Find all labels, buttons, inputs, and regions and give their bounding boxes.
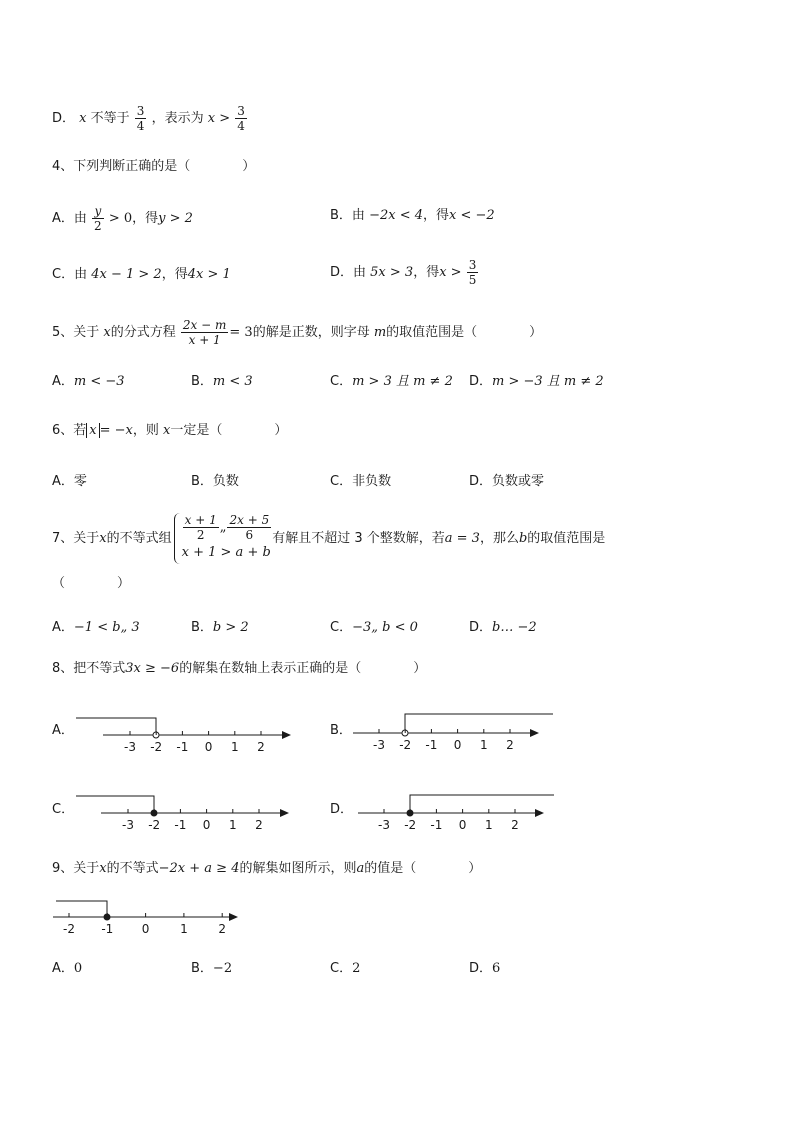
q5-var-x: x [103,325,111,340]
q6-post: 一定是（ ） [170,423,288,438]
q5-option-c[interactable] [330,373,453,391]
tick-label: -1 [430,818,443,832]
q4d-expr2: x > [439,265,462,280]
q4a-label: A．由 [52,211,87,226]
q6-mid: ，则 [132,423,159,438]
q5-fraction [181,318,228,347]
tick-label: -3 [124,740,136,754]
solution-ray [76,796,154,810]
q6-pre: 6、若 [52,423,87,438]
q4d-num: 3 [468,258,477,272]
q7-rel: „ [219,520,227,535]
q9-post: 的值是（ ） [364,861,482,876]
tick-label: -1 [176,740,189,754]
q8-post: 的解集在数轴上表示正确的是（ ） [179,661,427,676]
q4c-expr2: 4x > 1 [187,267,231,282]
q9a-expr: 0 [73,961,83,976]
q5-mid2: 的解是正数，则字母 [252,325,370,340]
q7-frac1 [183,513,219,542]
q7-frac1-num: x + 1 [184,513,217,527]
q5c-expr: m > 3 且 m ≠ 2 [352,374,453,389]
q8-option-a-label[interactable]: A． [52,723,74,738]
q5b-expr: m < 3 [212,374,253,389]
q9b-expr: −2 [212,961,233,976]
tick-group [63,913,226,936]
tick-label: -1 [425,738,438,752]
q4-stem: 4、下列判断正确的是（ ） [52,159,256,174]
q4c-mid: ，得 [161,267,188,282]
solution-ray [410,795,554,810]
q7-stem [52,513,605,564]
tick-label: 1 [230,740,239,754]
tick-label: -2 [399,738,412,752]
q6-stem [52,422,287,440]
q4a-mid: ，得 [132,211,159,226]
q4a-expr1: > 0 [108,211,133,226]
tick-label: 0 [141,922,150,936]
q4b-expr2: x < −2 [449,208,495,223]
q9-var-x: x [99,861,107,876]
q7-option-d[interactable] [469,619,537,637]
axis-arrow [530,729,539,737]
tick-label: -2 [404,818,417,832]
q7-paren: （ ） [52,576,131,591]
q4b-label: B．由 [330,208,365,223]
q4a-den: 2 [94,219,102,233]
q7a-expr: −1 < b„ 3 [73,620,140,635]
tick-label: -2 [148,818,161,832]
q7-option-a[interactable] [52,619,140,637]
tick-label: 1 [180,922,188,936]
tick-group [373,729,514,752]
q6d-label: D． [469,474,493,489]
q8-stem [52,660,426,678]
q4-option-d[interactable] [330,258,479,287]
q3d-num-1: 3 [136,104,145,118]
tick-label: 2 [218,922,227,936]
tick-label: 2 [255,818,263,832]
q9-option-b[interactable] [191,960,232,978]
q6-option-b[interactable] [191,473,239,491]
q6c-label: C． [330,474,353,489]
tick-label: 0 [204,740,213,754]
q3d-expr: x > [207,111,231,126]
q8-option-d-label[interactable]: D． [330,802,354,817]
tick-label: 1 [228,818,237,832]
q8-option-c-numberline[interactable] [70,788,300,833]
axis-arrow [535,809,544,817]
tick-group [378,809,519,832]
tick-label: 0 [202,818,211,832]
q5-pre: 5、关于 [52,325,100,340]
axis-arrow [280,809,289,817]
tick-label: 2 [506,738,514,752]
q9-expr: −2x + a ≥ 4 [158,861,240,876]
tick-label: -3 [122,818,134,832]
q4d-mid: ，得 [413,265,440,280]
q7-row2: x + 1 > a + b [181,545,271,560]
q6b-label: B． [191,474,213,489]
tick-label: 1 [484,818,493,832]
q7-pre: 7、关于 [52,531,100,546]
q3d-fraction-2 [235,104,247,133]
q4a-num: y [92,204,104,219]
q4c-expr1: 4x − 1 > 2 [91,267,162,282]
q3d-den-1: 4 [136,119,145,133]
tick-label: 2 [257,740,265,754]
q4c-label: C．由 [52,267,88,282]
q3d-fraction-1 [135,104,147,133]
q7-system [174,513,273,564]
q7c-expr: −3„ b < 0 [352,620,418,635]
tick-label: -2 [150,740,163,754]
q4d-label: D．由 [330,265,367,280]
q9d-expr: 6 [492,961,501,976]
q5a-expr: m < −3 [73,374,125,389]
q5-eq: = 3 [229,325,253,340]
tick-label: 0 [458,818,467,832]
q7-frac2 [227,513,271,542]
tick-label: 0 [453,738,462,752]
q9-option-c[interactable] [330,960,360,978]
q9-pre: 9、关于 [52,861,100,876]
q4a-expr2: y > 2 [158,211,193,226]
q5-var-m: m [373,325,387,340]
q7-frac2-den: 6 [245,528,254,542]
q7-var-x: x [99,531,107,546]
q5-den: x + 1 [188,333,221,347]
q6-option-d[interactable] [469,473,544,491]
q5-option-b[interactable] [191,373,253,391]
q5b-label: B． [191,374,213,389]
q6a-label: A． [52,474,74,489]
tick-group [122,809,263,832]
solution-ray [56,901,107,914]
q7-option-c[interactable] [330,619,418,637]
tick-label: -1 [101,922,114,936]
solution-ray [405,714,553,730]
q4-option-a[interactable] [52,204,193,233]
q7d-label: D． [469,620,493,635]
tick-label: -1 [174,818,187,832]
q9-stem [52,860,481,878]
q8-expr: 3x ≥ −6 [125,661,180,676]
tick-label: -2 [63,922,75,936]
q8-option-b-numberline[interactable] [348,708,558,753]
q7-var-b: b [518,531,528,546]
tick-label: -3 [373,738,385,752]
solution-ray [76,718,156,732]
q7-frac1-den: 2 [196,528,205,542]
q9c-expr: 2 [352,961,361,976]
q3d-den-2: 4 [237,119,245,133]
q7-frac2-num: 2x + 5 [229,513,270,527]
q5-option-d[interactable] [469,373,604,391]
q7b-label: B． [191,620,213,635]
q5a-label: A． [52,374,74,389]
q9-mid1: 的不等式 [106,861,159,876]
q5-stem [52,318,542,347]
q8-option-b-label[interactable]: B． [330,723,352,738]
q5-mid1: 的分式方程 [110,325,176,340]
q9a-label: A． [52,961,74,976]
q5d-expr: m > −3 且 m ≠ 2 [492,374,604,389]
q6d-text: 负数或零 [492,474,545,489]
q4b-expr1: −2x < 4 [369,208,423,223]
q5d-label: D． [469,374,493,389]
q4d-fraction [467,258,479,287]
q8-option-a-numberline[interactable] [70,710,300,755]
q9c-label: C． [330,961,353,976]
q7-post: 的取值范围是 [527,531,606,546]
q9-option-a[interactable] [52,960,82,978]
q6-option-c[interactable] [330,473,391,491]
q7b-expr: b > 2 [212,620,249,635]
q6a-text: 零 [73,474,87,489]
tick-label: 1 [479,738,488,752]
q6-var-x: x [163,423,171,438]
q4-option-c[interactable] [52,266,231,284]
q9-mid2: 的解集如图所示，则 [239,861,357,876]
q5-mid3: 的取值范围是（ ） [386,325,543,340]
q8-option-c-label[interactable]: C． [52,802,75,817]
q5-option-a[interactable] [52,373,125,391]
q5-num: 2x − m [182,318,227,332]
q7-option-b[interactable] [191,619,249,637]
q7-mid1: 的不等式组 [106,531,172,546]
tick-label: -3 [378,818,390,832]
q3-option-d[interactable] [52,104,248,133]
q6-abs-x: x [86,423,99,438]
q6-eq: = −x [99,423,133,438]
q7c-label: C． [330,620,353,635]
q6c-text: 非负数 [352,474,392,489]
tick-group [124,731,265,754]
tick-label: 2 [511,818,519,832]
q7-brace [174,513,181,564]
q3d-text1: 不等于 [90,111,130,126]
q4b-mid: ，得 [423,208,450,223]
q9d-label: D． [469,961,493,976]
q6-option-a[interactable] [52,473,87,491]
q7a-label: A． [52,620,74,635]
q5c-label: C． [330,374,353,389]
q4d-den: 5 [468,273,477,287]
axis-arrow [282,731,291,739]
q6b-text: 负数 [212,474,239,489]
q3d-label: D． [52,111,76,126]
q7-row1 [182,513,273,542]
q9-option-d[interactable] [469,960,500,978]
q7-cond: a = 3 [444,531,480,546]
q9-var-a: a [356,861,365,876]
q3d-text2: ，表示为 [151,111,204,126]
q3d-num-2: 3 [237,104,245,118]
q9-numberline [50,895,250,940]
q7-mid2: 有解且不超过 3 个整数解，若 [272,531,445,546]
q7-mid3: ，那么 [479,531,519,546]
q9b-label: B． [191,961,213,976]
q8-option-d-numberline[interactable] [348,788,563,833]
q4d-expr1: 5x > 3 [370,265,414,280]
q8-pre: 8、把不等式 [52,661,126,676]
q4-option-b[interactable] [330,207,495,225]
q3d-var-x: x [79,111,87,126]
q7d-expr: b… −2 [492,620,537,635]
q4a-fraction [92,204,104,233]
axis-arrow [229,913,238,921]
